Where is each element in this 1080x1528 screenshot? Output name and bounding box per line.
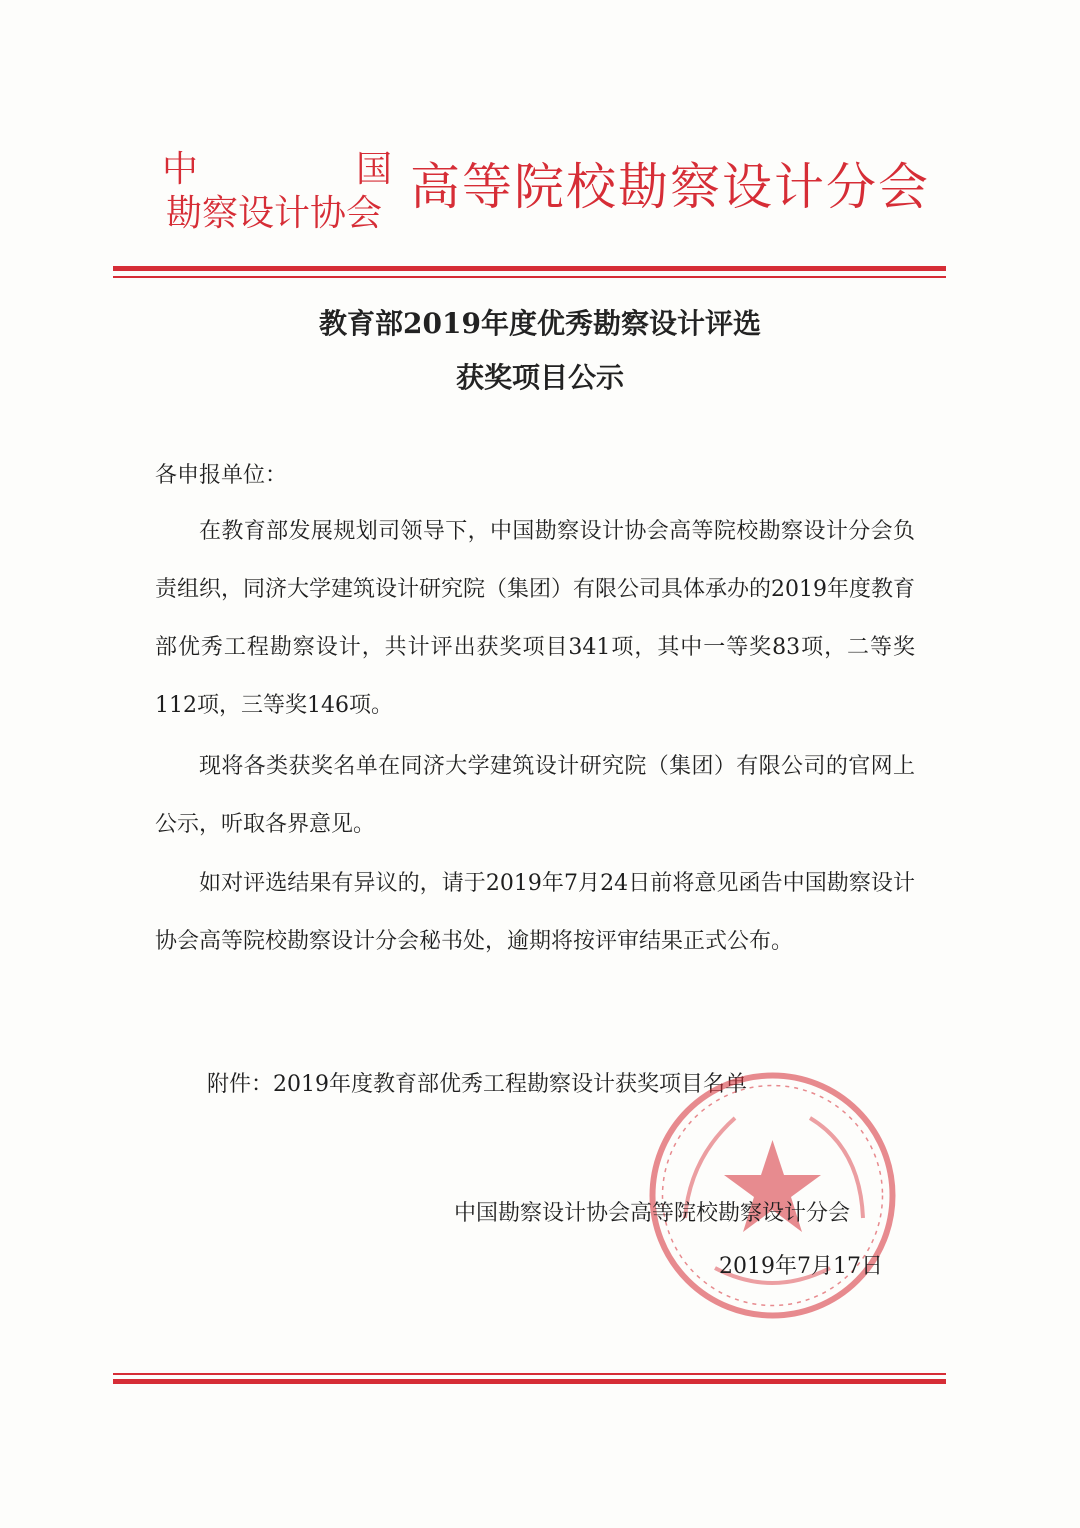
letterhead-association: 勘察设计协会: [166, 193, 383, 234]
paragraph-text: 如对评选结果有异议的，请于2019年7月24日前将意见函告中国勘察设计协会高等院校勘察设计分会秘书处，逾期将按评审结果正式公布。: [155, 871, 915, 954]
body-paragraph-2: [155, 738, 915, 854]
signature-org: 中国勘察设计协会高等院校勘察设计分会: [454, 1201, 851, 1226]
header-rule-thick: [113, 266, 946, 271]
letterhead-branch: 高等院校勘察设计分会: [410, 158, 930, 216]
letterhead-guo: 国: [356, 149, 393, 190]
page-title-line2: 获奖项目公示: [455, 361, 624, 394]
footer-rule-thick: [113, 1379, 946, 1384]
signature-date: 2019年7月17日: [719, 1254, 883, 1279]
paragraph-text: 在教育部发展规划司领导下，中国勘察设计协会高等院校勘察设计分会负责组织，同济大学建筑设计研究院（集团）有限公司具体承办的2019年度教育部优秀工程勘察设计，共计评出获奖项目341项，其中一等奖83项，二等奖112项，三等奖146项。: [155, 519, 915, 718]
letterhead-zhong: 中: [162, 149, 199, 190]
paragraph-text: 现将各类获奖名单在同济大学建筑设计研究院（集团）有限公司的官网上公示，听取各界意见。: [155, 754, 915, 837]
salutation: 各申报单位：: [155, 463, 288, 488]
footer-rule-thin: [113, 1373, 946, 1375]
body-paragraph-3: [155, 855, 915, 971]
header-rule-thin: [113, 276, 946, 278]
page-title-line1: 教育部2019年度优秀勘察设计评选: [319, 307, 761, 340]
attachment-line: 附件：2019年度教育部优秀工程勘察设计获奖项目名单: [207, 1072, 747, 1097]
body-paragraph-1: [155, 503, 915, 735]
